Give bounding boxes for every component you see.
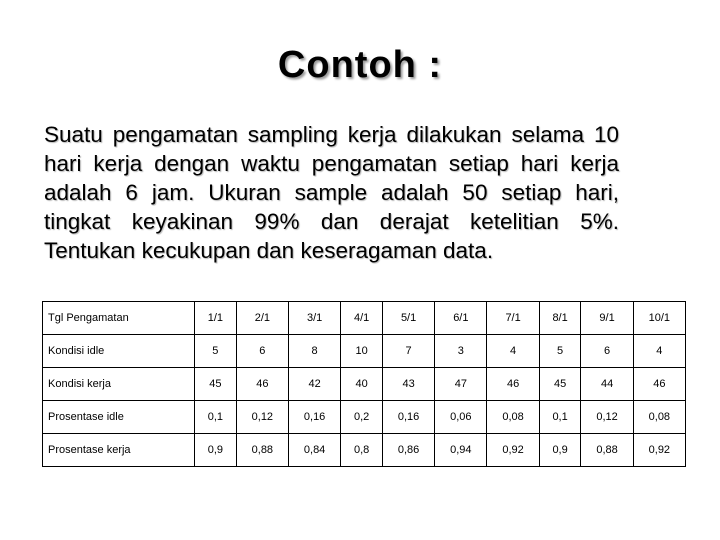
table-cell: 0,16 — [288, 401, 340, 434]
row-label: Kondisi kerja — [43, 368, 195, 401]
table-cell: 0,16 — [382, 401, 434, 434]
problem-statement: Suatu pengamatan sampling kerja dilakukan selama 10 hari kerja dengan waktu pengamatan setiap hari kerja adalah 6 jam. Ukuran sample adalah 50 setiap hari, tingkat keyakinan 99% dan derajat ketelitian 5%. Tentukan kecukupan dan keseragaman data. — [44, 122, 619, 263]
table-cell: 10 — [341, 335, 383, 368]
table-cell: 5/1 — [382, 302, 434, 335]
table-row — [43, 401, 686, 434]
table-cell: 0,92 — [633, 434, 685, 467]
table-cell: 0,08 — [487, 401, 539, 434]
table-cell: 3/1 — [288, 302, 340, 335]
table-row — [43, 434, 686, 467]
table-cell: 0,12 — [581, 401, 633, 434]
table-cell: 0,88 — [581, 434, 633, 467]
table-cell: 4 — [487, 335, 539, 368]
table-row — [43, 302, 686, 335]
table-cell: 0,84 — [288, 434, 340, 467]
table-cell: 7 — [382, 335, 434, 368]
table-row — [43, 368, 686, 401]
table-cell: 47 — [435, 368, 487, 401]
row-label: Kondisi idle — [43, 335, 195, 368]
table-cell: 0,92 — [487, 434, 539, 467]
table-cell: 0,8 — [341, 434, 383, 467]
row-label: Prosentase idle — [43, 401, 195, 434]
table-cell: 3 — [435, 335, 487, 368]
table-cell: 42 — [288, 368, 340, 401]
table-cell: 1/1 — [195, 302, 237, 335]
table-cell: 45 — [539, 368, 581, 401]
table-cell: 9/1 — [581, 302, 633, 335]
table-cell: 45 — [195, 368, 237, 401]
table-cell: 46 — [487, 368, 539, 401]
table-cell: 2/1 — [236, 302, 288, 335]
table-cell: 0,2 — [341, 401, 383, 434]
table-row — [43, 335, 686, 368]
table-cell: 6 — [581, 335, 633, 368]
table-cell: 0,1 — [539, 401, 581, 434]
table-cell: 6/1 — [435, 302, 487, 335]
table-cell: 5 — [539, 335, 581, 368]
table-cell: 6 — [236, 335, 288, 368]
table-cell: 5 — [195, 335, 237, 368]
row-label: Tgl Pengamatan — [43, 302, 195, 335]
table-cell: 4 — [633, 335, 685, 368]
table-cell: 0,06 — [435, 401, 487, 434]
table-cell: 10/1 — [633, 302, 685, 335]
table-cell: 8 — [288, 335, 340, 368]
table-cell: 46 — [633, 368, 685, 401]
table-cell: 40 — [341, 368, 383, 401]
table-cell: 0,08 — [633, 401, 685, 434]
table-cell: 44 — [581, 368, 633, 401]
table-cell: 0,88 — [236, 434, 288, 467]
table-cell: 0,9 — [195, 434, 237, 467]
row-label: Prosentase kerja — [43, 434, 195, 467]
table-cell: 46 — [236, 368, 288, 401]
table-cell: 0,94 — [435, 434, 487, 467]
table-cell: 8/1 — [539, 302, 581, 335]
table-cell: 0,86 — [382, 434, 434, 467]
slide-title: Contoh : — [277, 44, 443, 86]
observation-table — [42, 301, 686, 467]
table-cell: 0,9 — [539, 434, 581, 467]
table-cell: 4/1 — [341, 302, 383, 335]
table-cell: 0,1 — [195, 401, 237, 434]
table-cell: 0,12 — [236, 401, 288, 434]
table-cell: 43 — [382, 368, 434, 401]
table-cell: 7/1 — [487, 302, 539, 335]
